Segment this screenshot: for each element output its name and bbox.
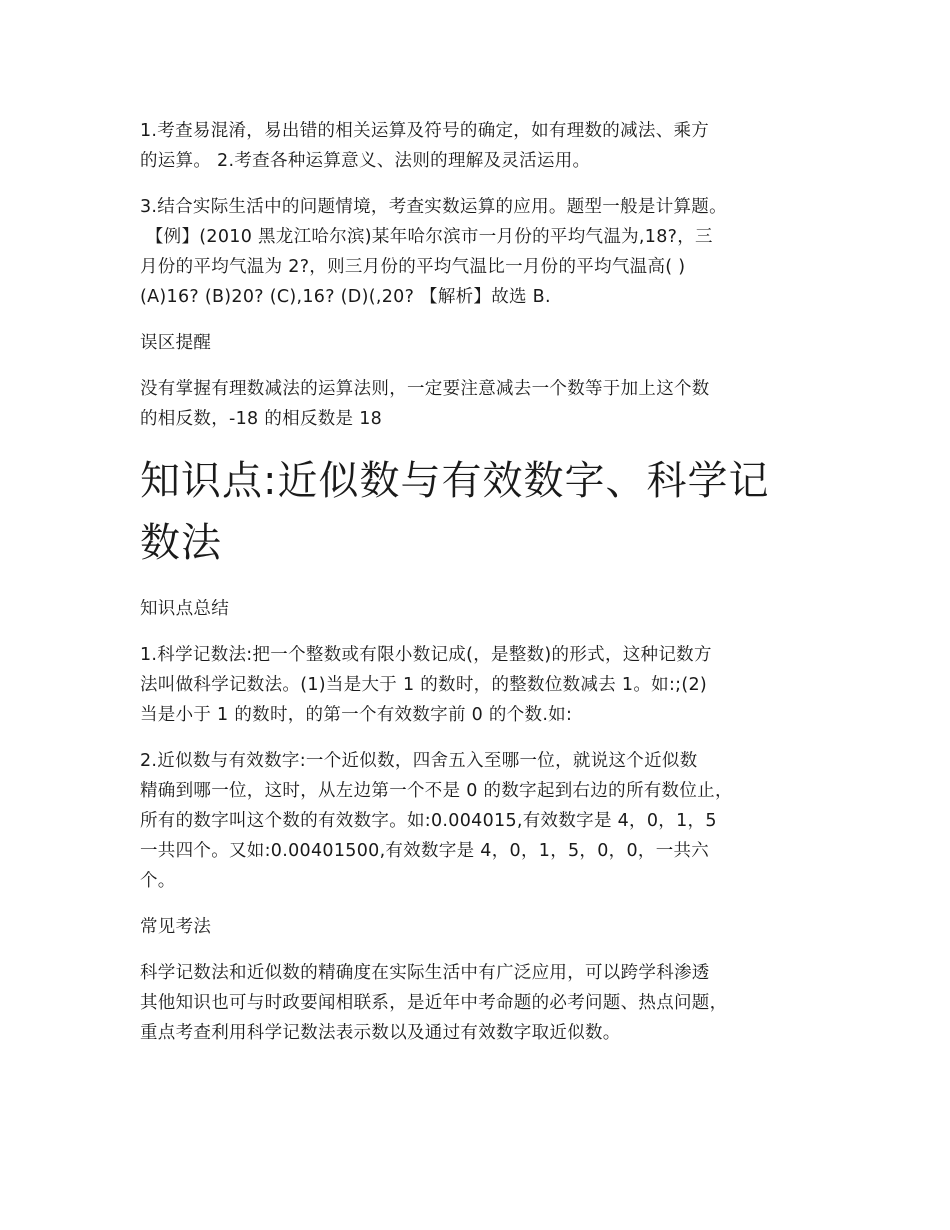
text-line: 2.近似数与有效数字:一个近似数，四舍五入至哪一位，就说这个近似数 [140,751,698,771]
text-line: 的运算。 2.考查各种运算意义、法则的理解及灵活运用。 [140,151,591,171]
text-line: 法叫做科学记数法。(1)当是大于 1 的数时，的整数位数减去 1。如:;(2) [140,675,708,695]
paragraph-significant-figures [140,746,830,896]
text-line: 没有掌握有理数减法的运算法则，一定要注意减去一个数等于加上这个数 [140,379,710,399]
text-line: 当是小于 1 的数时，的第一个有效数字前 0 的个数.如: [140,705,573,725]
text-line: 的相反数，-18 的相反数是 18 [140,409,383,429]
paragraph-exam-points-1-2 [140,116,830,176]
paragraph-scientific-notation [140,640,830,730]
text-line: 所有的数字叫这个数的有效数字。如:0.004015,有效数字是 4，0，1，5 [140,811,717,831]
heading-line: 数法 [140,520,222,566]
text-line: 个。 [140,871,176,891]
paragraph-mistake-reminder [140,374,830,434]
text-line: 重点考查利用科学记数法表示数以及通过有效数字取近似数。 [140,1023,621,1043]
heading-line: 知识点:近似数与有效数字、科学记 [140,458,770,504]
text-line: 1.科学记数法:把一个整数或有限小数记成(，是整数)的形式，这种记数方 [140,645,712,665]
document-page [140,116,830,1064]
text-line: 3.结合实际生活中的问题情境，考查实数运算的应用。题型一般是计算题。 [140,197,727,217]
section-label-mistake-reminder: 误区提醒 [140,333,212,353]
text-line: 精确到哪一位，这时，从左边第一个不是 0 的数字起到右边的所有数位止， [140,781,733,801]
text-line: 其他知识也可与时政要闻相联系，是近年中考命题的必考问题、热点问题， [140,993,728,1013]
section-label-common-methods: 常见考法 [140,917,212,937]
text-line: 1.考查易混淆，易出错的相关运算及符号的确定，如有理数的减法、乘方 [140,121,710,141]
paragraph-common-methods [140,958,830,1048]
text-line: 一共四个。又如:0.00401500,有效数字是 4，0，1，5，0，0，一共六 [140,841,710,861]
text-line: 【例】(2010 黑龙江哈尔滨)某年哈尔滨市一月份的平均气温为,18?，三 [140,227,713,247]
text-line: (A)16? (B)20? (C),16? (D)(,20? 【解析】故选 B. [140,287,551,307]
text-line: 科学记数法和近似数的精确度在实际生活中有广泛应用，可以跨学科渗透 [140,963,710,983]
text-line: 月份的平均气温为 2?，则三月份的平均气温比一月份的平均气温高( ) [140,257,686,277]
section-heading [140,450,830,574]
section-label-summary: 知识点总结 [140,599,229,619]
paragraph-exam-point-3-example [140,192,830,312]
